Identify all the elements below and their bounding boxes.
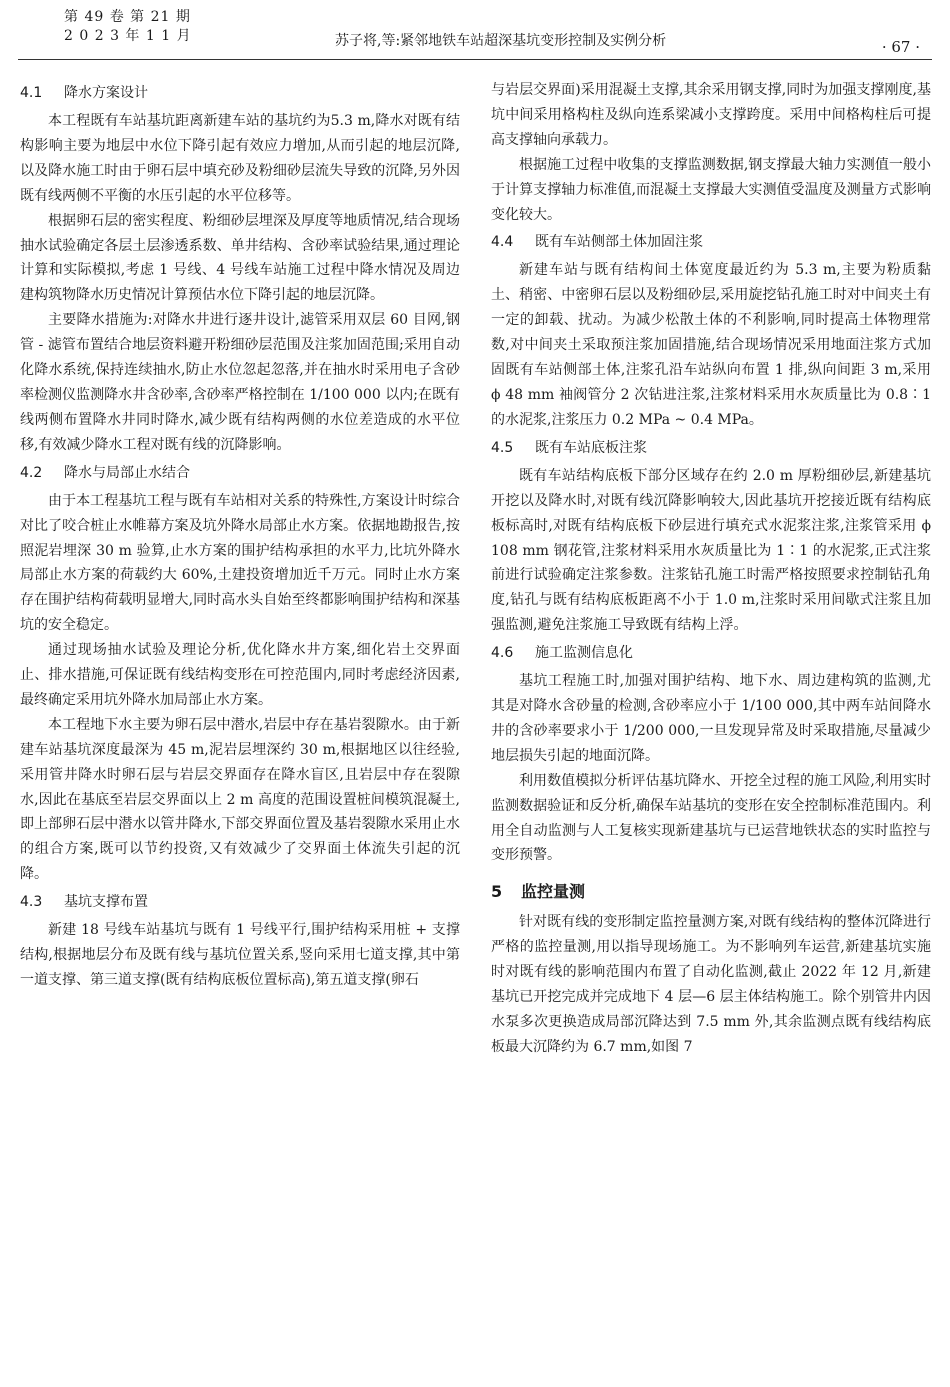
paragraph: 新建 18 号线车站基坑与既有 1 号线平行,围护结构采用桩 + 支撑结构,根据地层分布及既有线与基坑位置关系,竖向采用七道支撑,其中第一道支撑、第三道支撑(既有结构底板位置标高),第五道支撑(卵石 <box>20 922 460 988</box>
right-column <box>491 78 931 1378</box>
paragraph: 针对既有线的变形制定监控量测方案,对既有线结构的整体沉降进行严格的监控量测,用以指导现场施工。为不影响列车运营,新建基坑实施时对既有线的影响范围内布置了自动化监测,截止 2022 年 12 月,新建基坑已开挖完成并完成地下 4 层—6 层主体结构施工。除个别管井内因水泵多次更换造成局部沉降达到 7.5 mm 外,其余监测点既有线结构底板最大沉降约为 6.7 mm,如图 7 <box>491 914 931 1055</box>
section-number: 4.3 <box>20 894 43 911</box>
section-number: 4.1 <box>20 85 43 101</box>
section-heading-4-6 <box>491 638 931 669</box>
section-number: 5 <box>491 882 503 902</box>
section-title: 施工监测信息化 <box>535 645 633 662</box>
section-heading-4-2 <box>20 458 460 489</box>
paragraph: 基坑工程施工时,加强对围护结构、地下水、周边建构筑的监测,尤其是对降水含砂量的检测,含砂率应小于 1/100 000,其中两车站间降水井的含砂率要求小于 1/200 000,一旦发现异常及时采取措施,尽量减少地层损失引起的地面沉降。 <box>491 673 931 764</box>
section-number: 4.2 <box>20 464 43 481</box>
section-title: 降水与局部止水结合 <box>64 464 190 481</box>
section-title: 监控量测 <box>521 882 586 902</box>
section-number: 4.4 <box>491 234 514 251</box>
section-heading-4-4 <box>491 227 931 258</box>
paragraph: 本工程地下水主要为卵石层中潜水,岩层中存在基岩裂隙水。由于新建车站基坑深度最深为 45 m,泥岩层埋深约 30 m,根据地区以往经验,采用管井降水时卵石层与岩层交界面存在降水盲区,且岩层中存在裂隙水,因此在基底至岩层交界面以上 2 m 高度的范围设置桩间模筑混凝土,即上部卵石层中潜水以管井降水,下部交界面位置及基岩裂隙水采用止水的组合方案,既可以节约投资,又有效减少了交界面土体流失引起的沉降。 <box>20 716 460 883</box>
journal-issue <box>64 8 192 46</box>
section-title: 既有车站侧部土体加固注浆 <box>535 234 703 251</box>
section-number: 4.5 <box>491 439 514 456</box>
paragraph: 本工程既有车站基坑距离新建车站的基坑约为5.3 m,降水对既有结构影响主要为地层中水位下降引起有效应力增加,从而引起的地层沉降,以及降水施工时由于卵石层中填充砂及粉细砂层流失导致的沉降,另外因既有线两侧不平衡的水压引起的水平位移等。 <box>20 113 460 204</box>
paragraph-continued: 与岩层交界面)采用混凝土支撑,其余采用钢支撑,同时为加强支撑刚度,基坑中间采用格构柱及纵向连系梁减小支撑跨度。采用中间格构柱后可提高支撑轴向承载力。 <box>491 82 931 148</box>
paragraph: 通过现场抽水试验及理论分析,优化降水井方案,细化岩土交界面止、排水措施,可保证既有线结构变形在可控范围内,同时考虑经济因素,最终确定采用坑外降水加局部止水方案。 <box>20 642 460 708</box>
header-rule <box>18 59 932 60</box>
running-title: 苏子将,等:紧邻地铁车站超深基坑变形控制及实例分析 <box>335 33 667 49</box>
section-title: 降水方案设计 <box>64 85 148 101</box>
section-heading-4-3 <box>20 887 460 918</box>
issue-date: 2 0 2 3 年 1 1 月 <box>64 28 192 44</box>
paragraph: 新建车站与既有结构间土体宽度最近约为 5.3 m,主要为粉质黏土、稍密、中密卵石层以及粉细砂层,采用旋挖钻孔施工时对中间夹土有一定的卸载、扰动。为减少松散土体的不利影响,同时提高土体物理常数,对中间夹土采取预注浆加固措施,结合现场情况采用地面注浆方式加固既有车站侧部土体,注浆孔沿车站纵向布置 1 排,纵向间距 3 m,采用 ϕ 48 mm 袖阀管分 2 次钻进注浆,注浆材料采用水灰质量比为 0.8∶1 的水泥浆,注浆压力 0.2 MPa ~ 0.4 MPa。 <box>491 262 931 428</box>
section-heading-5 <box>491 874 931 910</box>
paragraph: 既有车站结构底板下部分区域存在约 2.0 m 厚粉细砂层,新建基坑开挖以及降水时,对既有线沉降影响较大,因此基坑开挖接近既有结构底板标高时,对既有结构底板下砂层进行填充式水泥浆注浆,注浆管采用 ϕ 108 mm 钢花管,注浆材料采用水灰质量比为 1∶1 的水泥浆,正式注浆前进行试验确定注浆参数。注浆钻孔施工时需严格按照要求控制钻孔角度,钻孔与既有结构底板距离不小于 1.0 m,注浆时采用间歇式注浆且加强监测,避免注浆施工导致既有结构上浮。 <box>491 467 931 634</box>
volume-issue: 第 49 卷 第 21 期 <box>64 9 191 25</box>
page-header <box>0 0 950 58</box>
paragraph: 利用数值模拟分析评估基坑降水、开挖全过程的施工风险,利用实时监测数据验证和反分析,确保车站基坑的变形在安全控制标准范围内。利用全自动监测与人工复核实现新建基坑与已运营地铁状态的实时监控与变形预警。 <box>491 772 931 864</box>
paragraph: 根据施工过程中收集的支撑监测数据,钢支撑最大轴力实测值一般小于计算支撑轴力标准值,而混凝土支撑最大实测值受温度及测量方式影响变化较大。 <box>491 156 931 223</box>
paragraph: 由于本工程基坑工程与既有车站相对关系的特殊性,方案设计时综合对比了咬合桩止水帷幕方案及坑外降水局部止水方案。依据地勘报告,按照泥岩埋深 30 m 验算,止水方案的围护结构承担的水平力,比坑外降水局部止水方案的荷载约大 60%,土建投资增加近千万元。同时止水方案存在围护结构荷载明显增大,同时高水头自始至终都影响围护结构和深基坑的安全稳定。 <box>20 492 460 634</box>
section-heading-4-5 <box>491 433 931 464</box>
section-title: 基坑支撑布置 <box>64 894 148 911</box>
page-number: · 67 · <box>881 38 920 56</box>
section-number: 4.6 <box>491 645 514 662</box>
section-title: 既有车站底板注浆 <box>535 439 647 456</box>
left-column <box>20 78 460 1378</box>
section-heading-4-1 <box>20 78 460 109</box>
paragraph: 根据卵石层的密实程度、粉细砂层埋深及厚度等地质情况,结合现场抽水试验确定各层土层渗透系数、单井结构、含砂率试验结果,通过理论计算和实际模拟,考虑 1 号线、4 号线车站施工过程中降水情况及周边建构筑物降水历史情况计算预估水位下降引起的地层沉降。 <box>20 212 460 304</box>
paragraph: 主要降水措施为:对降水井进行逐井设计,滤管采用双层 60 目网,钢管 - 滤管布置结合地层资料避开粉细砂层范围及注浆加固范围;采用自动化降水系统,保持连续抽水,防止水位忽起忽落,并在抽水时采用电子含砂率检测仪监测降水井含砂率,含砂率严格控制在 1/100 000 以内;在既有线两侧布置降水井同时降水,减少既有结构两侧的水位差造成的水平位移,有效减少降水工程对既有线的沉降影响。 <box>20 312 460 453</box>
